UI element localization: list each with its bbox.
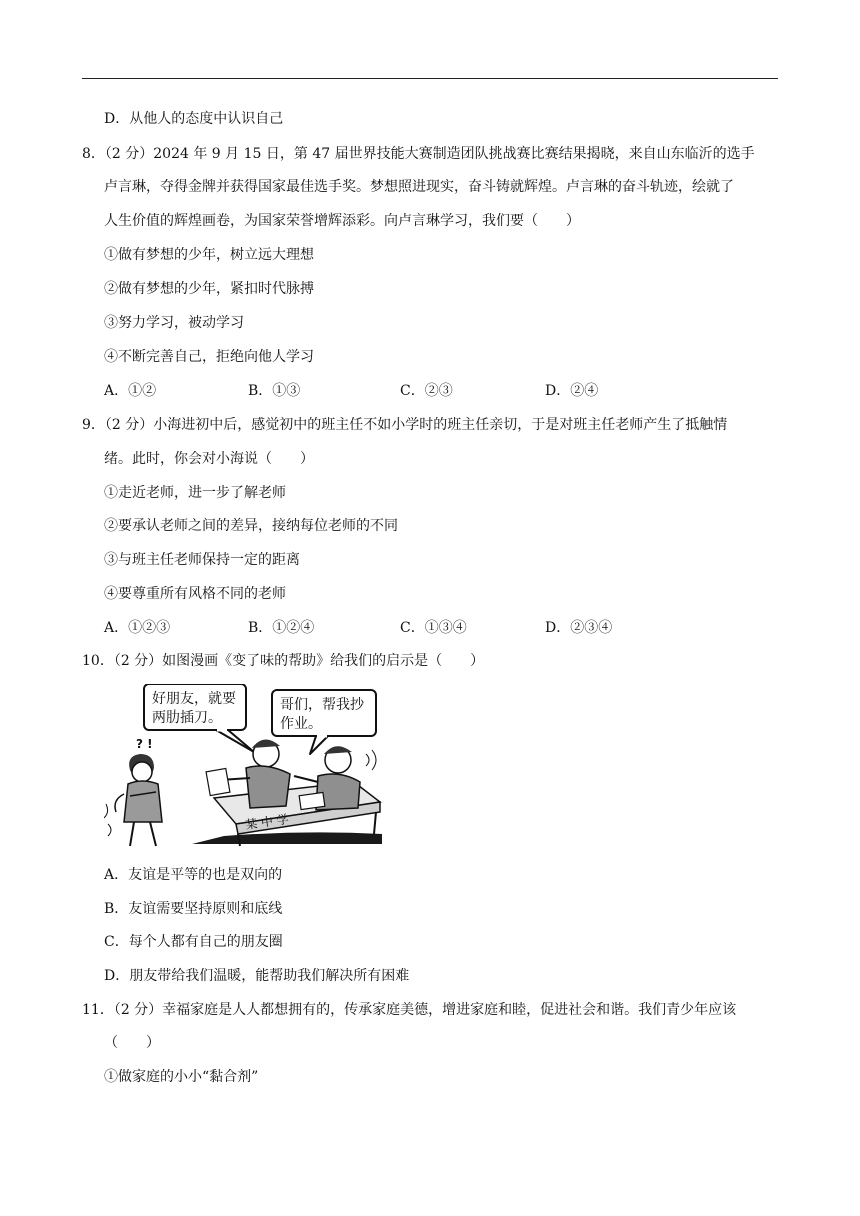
girl-exclamation: ? ! bbox=[136, 737, 153, 751]
q10-option-d: D．朋友带给我们温暖，能帮助我们解决所有困难 bbox=[104, 968, 410, 984]
q8-choice-a: A．①② bbox=[104, 383, 157, 399]
bubble-left-line1: 好朋友，就要 bbox=[152, 691, 236, 707]
q8-choice-b: B．①③ bbox=[248, 383, 301, 399]
q9-stem-line2: 绪。此时，你会对小海说（ ） bbox=[104, 451, 314, 467]
q7-option-d: D．从他人的态度中认识自己 bbox=[104, 111, 284, 127]
q11-stem-line1: 11．（2 分）幸福家庭是人人都想拥有的，传承家庭美德，增进家庭和睦，促进社会和谐。我们青少年应该 bbox=[82, 1002, 737, 1018]
bubble-right-line1: 哥们，帮我抄 bbox=[280, 697, 364, 713]
bubble-left-line2: 两肋插刀。 bbox=[152, 710, 222, 726]
q11-item-1: ①做家庭的小小“黏合剂” bbox=[104, 1069, 259, 1085]
q9-item-2: ②要承认老师之间的差异，接纳每位老师的不同 bbox=[104, 518, 398, 534]
q9-choice-b: B．①②④ bbox=[248, 620, 315, 636]
header-rule bbox=[82, 78, 778, 79]
q9-item-1: ①走近老师，进一步了解老师 bbox=[104, 485, 286, 501]
q9-choice-c: C．①③④ bbox=[400, 620, 467, 636]
q9-item-3: ③与班主任老师保持一定的距离 bbox=[104, 552, 300, 568]
q9-stem-line1: 9．（2 分）小海进初中后，感觉初中的班主任不如小学时的班主任亲切，于是对班主任老师产生了抵触情 bbox=[82, 417, 728, 433]
q10-option-c: C．每个人都有自己的朋友圈 bbox=[104, 934, 283, 950]
girl-figure bbox=[104, 754, 162, 846]
q8-item-2: ②做有梦想的少年，紧扣时代脉搏 bbox=[104, 281, 314, 297]
ground-shadow bbox=[192, 832, 382, 844]
q8-item-4: ④不断完善自己，拒绝向他人学习 bbox=[104, 349, 314, 365]
q9-choice-a: A．①②③ bbox=[104, 620, 171, 636]
q8-choice-d: D．②④ bbox=[545, 383, 599, 399]
comic-illustration bbox=[104, 684, 384, 852]
q10-stem: 10．（2 分）如图漫画《变了味的帮助》给我们的启示是（ ） bbox=[82, 653, 485, 669]
bubble-right-line2: 作业。 bbox=[280, 716, 322, 732]
q9-item-4: ④要尊重所有风格不同的老师 bbox=[104, 586, 286, 602]
q10-option-b: B．友谊需要坚持原则和底线 bbox=[104, 901, 283, 917]
q10-option-a: A．友谊是平等的也是双向的 bbox=[104, 867, 283, 883]
q8-item-3: ③努力学习，被动学习 bbox=[104, 315, 244, 331]
q8-stem-line1: 8．（2 分）2024 年 9 月 15 日，第 47 届世界技能大赛制造团队挑战赛比赛结果揭晓，来自山东临沂的选手 bbox=[82, 146, 755, 162]
q8-stem-line2: 卢言琳，夺得金牌并获得国家最佳选手奖。梦想照进现实，奋斗铸就辉煌。卢言琳的奋斗轨迹，绘就了 bbox=[104, 179, 734, 195]
q11-stem-line2: （ ） bbox=[104, 1035, 160, 1051]
q8-item-1: ①做有梦想的少年，树立远大理想 bbox=[104, 247, 314, 263]
q8-stem-line3: 人生价值的辉煌画卷，为国家荣誉增辉添彩。向卢言琳学习，我们要（ ） bbox=[104, 213, 580, 229]
q9-choice-d: D．②③④ bbox=[545, 620, 613, 636]
q8-choice-c: C．②③ bbox=[400, 383, 453, 399]
desk-label: 某 中 学 bbox=[244, 812, 290, 832]
